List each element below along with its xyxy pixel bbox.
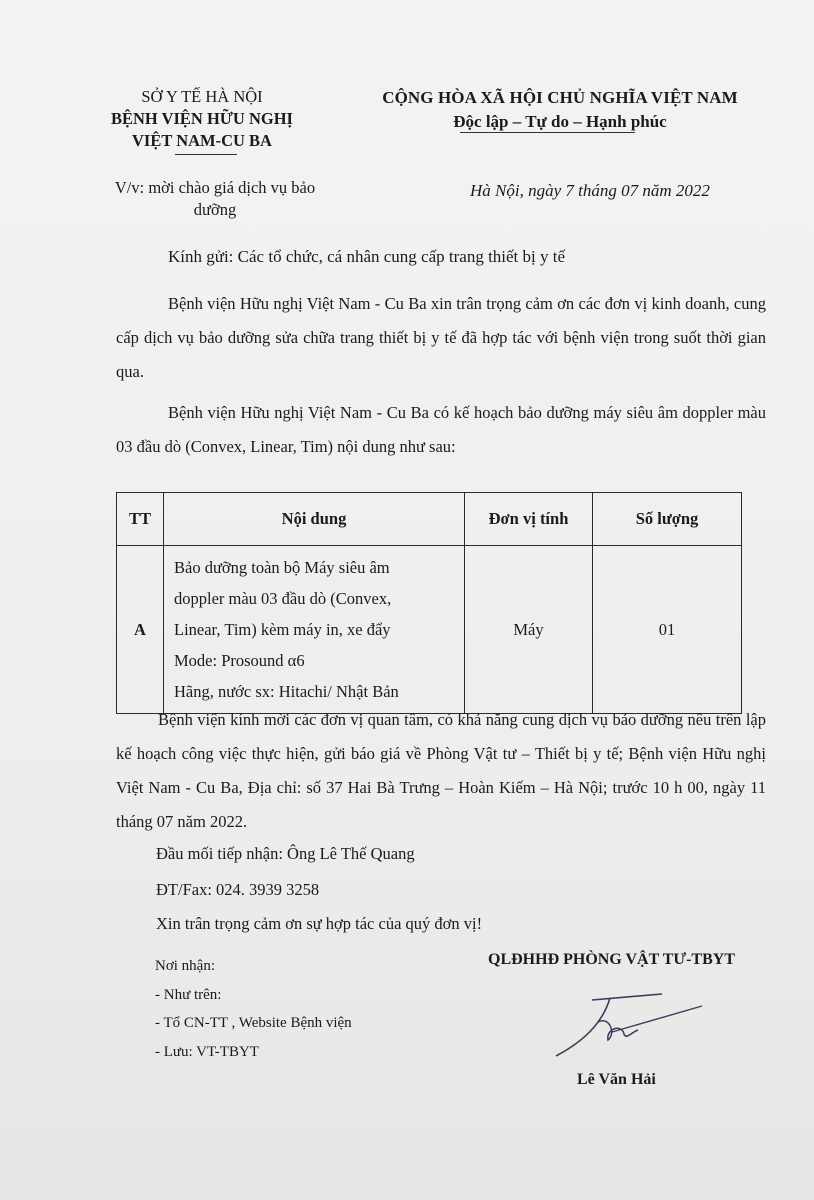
national-title: CỘNG HÒA XÃ HỘI CHỦ NGHĨA VIỆT NAM bbox=[382, 88, 738, 107]
content-line: Linear, Tim) kèm máy in, xe đẩy bbox=[174, 620, 391, 639]
salutation: Kính gửi: Các tổ chức, cá nhân cung cấp trang thiết bị y tế bbox=[168, 247, 566, 266]
cell-tt: A bbox=[117, 546, 164, 714]
issuer-header bbox=[82, 86, 322, 152]
service-table bbox=[116, 492, 742, 714]
signer-name: Lê Văn Hải bbox=[577, 1071, 656, 1088]
table-header-row bbox=[117, 493, 742, 546]
cell-unit: Máy bbox=[465, 546, 593, 714]
thanks-line: Xin trân trọng cảm ơn sự hợp tác của quý đơn vị! bbox=[156, 914, 483, 933]
content-line: doppler màu 03 đầu dò (Convex, bbox=[174, 589, 392, 608]
recipients-title: Nơi nhận: bbox=[155, 958, 216, 974]
phone-fax: ĐT/Fax: 024. 3939 3258 bbox=[156, 880, 320, 899]
subject-line-2: dưỡng bbox=[193, 200, 237, 219]
table-row bbox=[117, 546, 742, 714]
content-line: Bảo dưỡng toàn bộ Máy siêu âm bbox=[174, 558, 390, 577]
content-line: Hãng, nước sx: Hitachi/ Nhật Bản bbox=[174, 682, 399, 701]
recipient-item: - Như trên: bbox=[155, 987, 222, 1003]
issuer-line-1: SỞ Y TẾ HÀ NỘI bbox=[141, 87, 263, 106]
signer-title: QLĐHHĐ PHÒNG VẬT TƯ-TBYT bbox=[488, 951, 735, 968]
header-quantity: Số lượng bbox=[593, 493, 742, 546]
paragraph-1: Bệnh viện Hữu nghị Việt Nam - Cu Ba xin trân trọng cảm ơn các đơn vị kinh doanh, cung cấp dịch vụ bảo dưỡng sửa chữa trang thiết bị y tế đã hợp tác với bệnh viện trong suốt thời gian qua. bbox=[116, 294, 766, 381]
header-content: Nội dung bbox=[164, 493, 465, 546]
issuer-line-3: VIỆT NAM-CU BA bbox=[132, 131, 272, 150]
national-motto: Độc lập – Tự do – Hạnh phúc bbox=[453, 112, 667, 131]
content-line: Mode: Prosound α6 bbox=[174, 651, 305, 670]
cell-content bbox=[164, 546, 465, 714]
national-header bbox=[345, 86, 775, 134]
issuer-line-2: BỆNH VIỆN HỮU NGHỊ bbox=[111, 109, 293, 128]
motto-underline bbox=[460, 132, 635, 133]
header-tt: TT bbox=[117, 493, 164, 546]
date-line: Hà Nội, ngày 7 tháng 07 năm 2022 bbox=[470, 181, 710, 200]
header-unit: Đơn vị tính bbox=[465, 493, 593, 546]
recipient-item: - Tổ CN-TT , Website Bệnh viện bbox=[155, 1015, 352, 1031]
recipient-item: - Lưu: VT-TBYT bbox=[155, 1044, 259, 1060]
paragraph-3: Bệnh viện kính mời các đơn vị quan tâm, có khả năng cung dịch vụ bảo dưỡng nêu trên lập kế hoạch công việc thực hiện, gửi báo giá về Phòng Vật tư – Thiết bị y tế; Bệnh viện Hữu nghị Việt Nam - Cu Ba, Địa chỉ: số 37 Hai Bà Trưng – Hoàn Kiếm – Hà Nội; trước 10 h 00, ngày 11 tháng 07 năm 2022. bbox=[116, 710, 766, 831]
signature-image bbox=[552, 988, 722, 1063]
issuer-underline bbox=[175, 154, 237, 155]
paragraph-2: Bệnh viện Hữu nghị Việt Nam - Cu Ba có kế hoạch bảo dưỡng máy siêu âm doppler màu 03 đầu dò (Convex, Linear, Tim) nội dung như sau: bbox=[116, 403, 766, 456]
subject-line-1: V/v: mời chào giá dịch vụ bảo bbox=[114, 178, 316, 197]
contact-person: Đầu mối tiếp nhận: Ông Lê Thế Quang bbox=[156, 844, 415, 863]
subject-line bbox=[95, 177, 335, 221]
cell-quantity: 01 bbox=[593, 546, 742, 714]
